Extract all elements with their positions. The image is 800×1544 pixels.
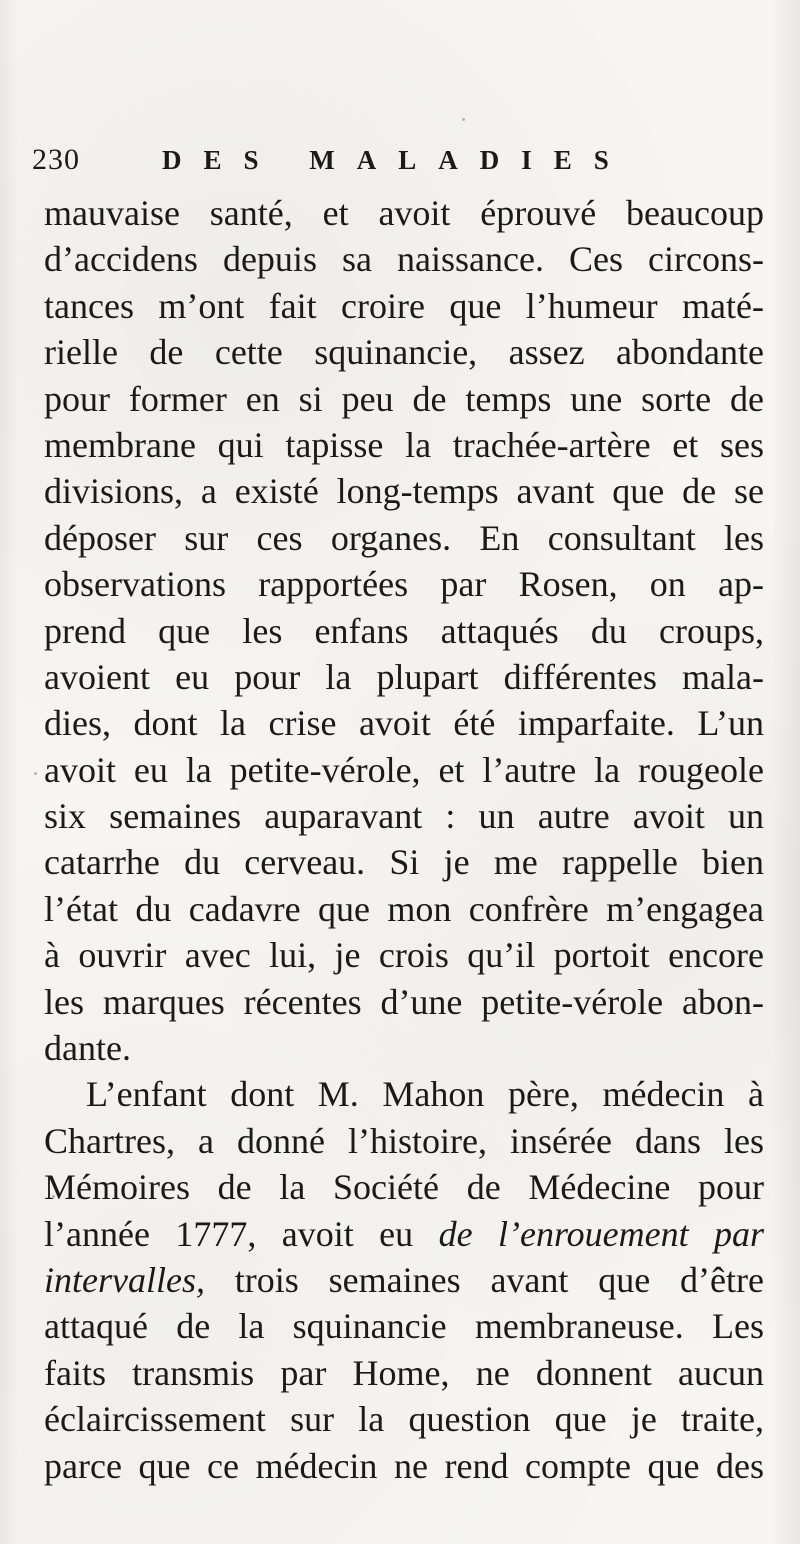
page-edge-shadow bbox=[770, 0, 800, 1544]
italic-text-span: intervalles, bbox=[44, 1259, 205, 1300]
page-header bbox=[32, 138, 762, 182]
text-line-mixed bbox=[44, 1257, 764, 1303]
page-gutter-shadow bbox=[0, 0, 18, 1544]
text-line-mixed bbox=[44, 1211, 764, 1257]
body-text bbox=[44, 190, 764, 1489]
text-line: à ouvrir avec lui, je crois qu’il portoit encore bbox=[44, 935, 764, 976]
text-line: prend que les enfans attaqués du croups, bbox=[44, 610, 764, 651]
text-line: membrane qui tapisse la trachée-artère et ses bbox=[44, 424, 764, 465]
text-line: dante. bbox=[44, 1028, 131, 1069]
text-line: attaqué de la squinancie membraneuse. Les bbox=[44, 1306, 764, 1347]
text-line: l’état du cadavre que mon confrère m’engagea bbox=[44, 888, 764, 929]
text-line: avoit eu la petite-vérole, et l’autre la rougeole bbox=[44, 749, 764, 790]
text-line: dies, dont la crise avoit été imparfaite. L’un bbox=[44, 703, 764, 744]
text-line: les marques récentes d’une petite-vérole abon- bbox=[44, 981, 764, 1022]
text-line: divisions, a existé long-temps avant que de se bbox=[44, 471, 764, 512]
text-line: faits transmis par Home, ne donnent aucun bbox=[44, 1352, 764, 1393]
text-line: pour former en si peu de temps une sorte de bbox=[44, 378, 764, 419]
text-line: rielle de cette squinancie, assez abondante bbox=[44, 332, 764, 373]
paper-speck bbox=[52, 1195, 55, 1198]
text-line: tances m’ont fait croire que l’humeur maté- bbox=[44, 285, 764, 326]
paragraph-start-line: L’enfant dont M. Mahon père, médecin à bbox=[86, 1074, 764, 1115]
text-line: observations rapportées par Rosen, on ap- bbox=[44, 564, 764, 605]
italic-text-span: de l’enrouement par bbox=[438, 1213, 765, 1254]
paper-speck bbox=[455, 1290, 458, 1293]
paper-speck bbox=[462, 118, 465, 121]
text-line: six semaines auparavant : un autre avoit un bbox=[44, 796, 764, 837]
running-head: DES MALADIES bbox=[162, 145, 631, 175]
text-line: Mémoires de la Société de Médecine pour bbox=[44, 1167, 764, 1208]
text-span: trois semaines avant que d’être bbox=[204, 1259, 764, 1300]
text-line: mauvaise santé, et avoit éprouvé beaucoup bbox=[44, 193, 764, 233]
text-line: avoient eu pour la plupart différentes mala- bbox=[44, 656, 764, 697]
text-line: Chartres, a donné l’histoire, insérée dans les bbox=[44, 1120, 764, 1161]
text-line: catarrhe du cerveau. Si je me rappelle bien bbox=[44, 842, 764, 883]
text-line: déposer sur ces organes. En consultant les bbox=[44, 517, 764, 558]
page-number: 230 bbox=[32, 143, 80, 176]
text-span: l’année 1777, avoit eu bbox=[44, 1213, 439, 1254]
paper-speck bbox=[34, 772, 37, 775]
text-line: d’accidens depuis sa naissance. Ces circons- bbox=[44, 239, 764, 280]
text-line: parce que ce médecin ne rend compte que des bbox=[44, 1445, 764, 1486]
text-line: éclaircissement sur la question que je traite, bbox=[44, 1399, 764, 1440]
